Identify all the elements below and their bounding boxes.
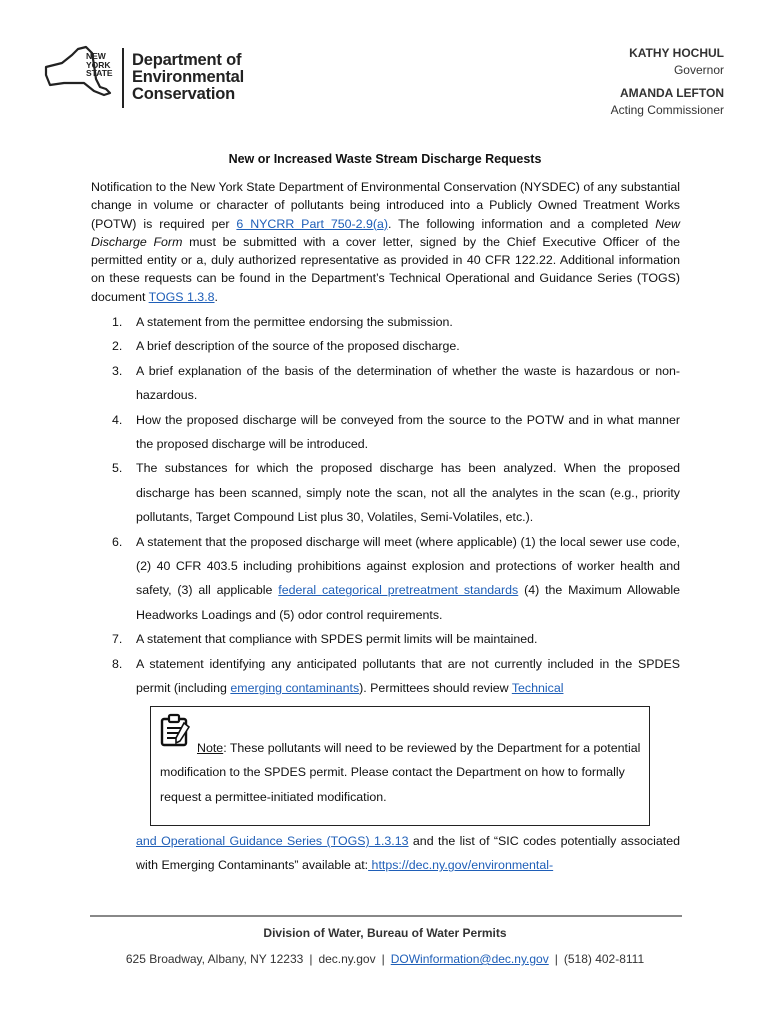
technical-togs-link[interactable]: Technical (511, 681, 564, 696)
footer-separator: | (381, 952, 385, 966)
footer-separator: | (554, 952, 558, 966)
list-item (91, 359, 680, 408)
footer-division: Division of Water, Bureau of Water Permits (263, 926, 507, 940)
governor-name: KATHY HOCHUL (629, 46, 724, 60)
footer-website: dec.ny.gov (318, 952, 376, 966)
item-number: 7. (112, 632, 123, 647)
item-text: (4) the Maximum Allowable Headworks Loadings and (5) odor control requirements. (136, 583, 681, 622)
footer-separator: | (309, 952, 313, 966)
footer-phone: (518) 402-8111 (563, 952, 645, 966)
commissioner-name: AMANDA LEFTON (620, 86, 724, 100)
logo-word: NEW (86, 51, 106, 61)
item-number: 6. (112, 534, 123, 549)
item-number: 1. (112, 315, 123, 329)
dec-url-link[interactable]: https://dec.ny.gov/environmental- (368, 858, 554, 873)
item-text: A brief description of the source of the proposed discharge. (136, 339, 460, 354)
item-number: 4. (112, 412, 123, 427)
nycrr-link[interactable]: 6 NYCRR Part 750-2.9(a) (236, 216, 388, 231)
form-name: New Discharge Form (91, 216, 681, 249)
page-title: New or Increased Waste Stream Discharge Requests (228, 152, 542, 166)
list-item (91, 652, 680, 701)
intro-paragraph (91, 178, 680, 306)
intro-text: must be submitted with a cover letter, signed by the Chief Executive Officer of the permitted entity or a, duly authorized representative as provided in 40 CFR 122.22. Additional information on these requests can be found in the Department’s Technical Operational and Guidance Series (TOGS) document (91, 234, 680, 304)
togs-138-link[interactable]: TOGS 1.3.8 (148, 289, 215, 304)
intro-text: . (214, 289, 218, 304)
commissioner-title: Acting Commissioner (610, 103, 724, 117)
footer-divider (90, 915, 682, 917)
continuation-text: and the list of “SIC codes potentially associated with Emerging Contaminants” available at: (136, 834, 680, 873)
intro-text: . The following information and a completed (388, 216, 656, 231)
logo-word: STATE (86, 68, 113, 78)
note-body: : These pollutants will need to be reviewed by the Department for a potential modification to the SPDES permit. Please contact the Department on how to formally request a permittee-initiated modification. (160, 741, 641, 804)
department-name (132, 52, 244, 103)
logo-divider (122, 48, 124, 108)
intro-text: Notification to the New York State Department of Environmental Conservation (NYSDEC) of any substantial change in volume or character of pollutants being introduced into a Publicly Owned Treatment Works (POTW) is required per (91, 180, 680, 231)
item-text: A statement that the proposed discharge will meet (where applicable) (1) the local sewer use code, (2) 40 CFR 403.5 including prohibitions against explosion and protections of worker health and safety, (3) all applicable (136, 534, 680, 598)
item-text: A statement identifying any anticipated pollutants that are not currently included in the SPDES permit (including (136, 656, 680, 696)
department-line: Department of (132, 51, 242, 69)
footer-contact (0, 952, 770, 966)
requirements-list (91, 310, 680, 701)
logo-state-words (86, 52, 113, 78)
item-number: 2. (112, 339, 123, 354)
togs-1313-link[interactable]: and Operational Guidance Series (TOGS) 1.3.13 (136, 834, 409, 848)
list-item (91, 627, 680, 651)
item-text: ). Permittees should review (359, 681, 512, 696)
item-text: A statement from the permittee endorsing the submission. (136, 315, 453, 329)
item-number: 5. (112, 461, 123, 476)
logo-word: YORK (86, 59, 111, 70)
item-text: How the proposed discharge will be conveyed from the source to the POTW and in what manner the proposed discharge will be introduced. (136, 412, 680, 452)
department-line: Conservation (132, 85, 236, 103)
list-item (91, 310, 680, 334)
list-item (91, 334, 680, 358)
list-item (91, 456, 680, 529)
list-item (91, 530, 680, 628)
footer-address: 625 Broadway, Albany, NY 12233 (125, 952, 304, 966)
footer-email-link[interactable]: DOWinformation@dec.ny.gov (390, 952, 549, 966)
note-label: Note (197, 741, 224, 755)
item-number: 8. (112, 656, 123, 671)
item-text: A statement that compliance with SPDES permit limits will be maintained. (136, 632, 538, 647)
item-text: A brief explanation of the basis of the determination of whether the waste is hazardous or non-hazardous. (136, 363, 680, 403)
officials-block (611, 45, 724, 119)
list-item (91, 408, 680, 457)
note-text (160, 736, 642, 809)
governor-title: Governor (673, 63, 724, 77)
department-line: Environmental (132, 68, 245, 86)
emerging-contaminants-link[interactable]: emerging contaminants (230, 681, 360, 696)
continuation-paragraph (136, 829, 680, 878)
pretreatment-standards-link[interactable]: federal categorical pretreatment standards (278, 583, 519, 598)
item-number: 3. (112, 363, 123, 378)
item-text: The substances for which the proposed discharge has been analyzed. When the proposed discharge has been scanned, simply note the scan, not all the analytes in the scan (e.g., priority pollutants, Target Compound List plus 30, Volatiles, Semi-Volatiles, etc.). (136, 461, 680, 525)
